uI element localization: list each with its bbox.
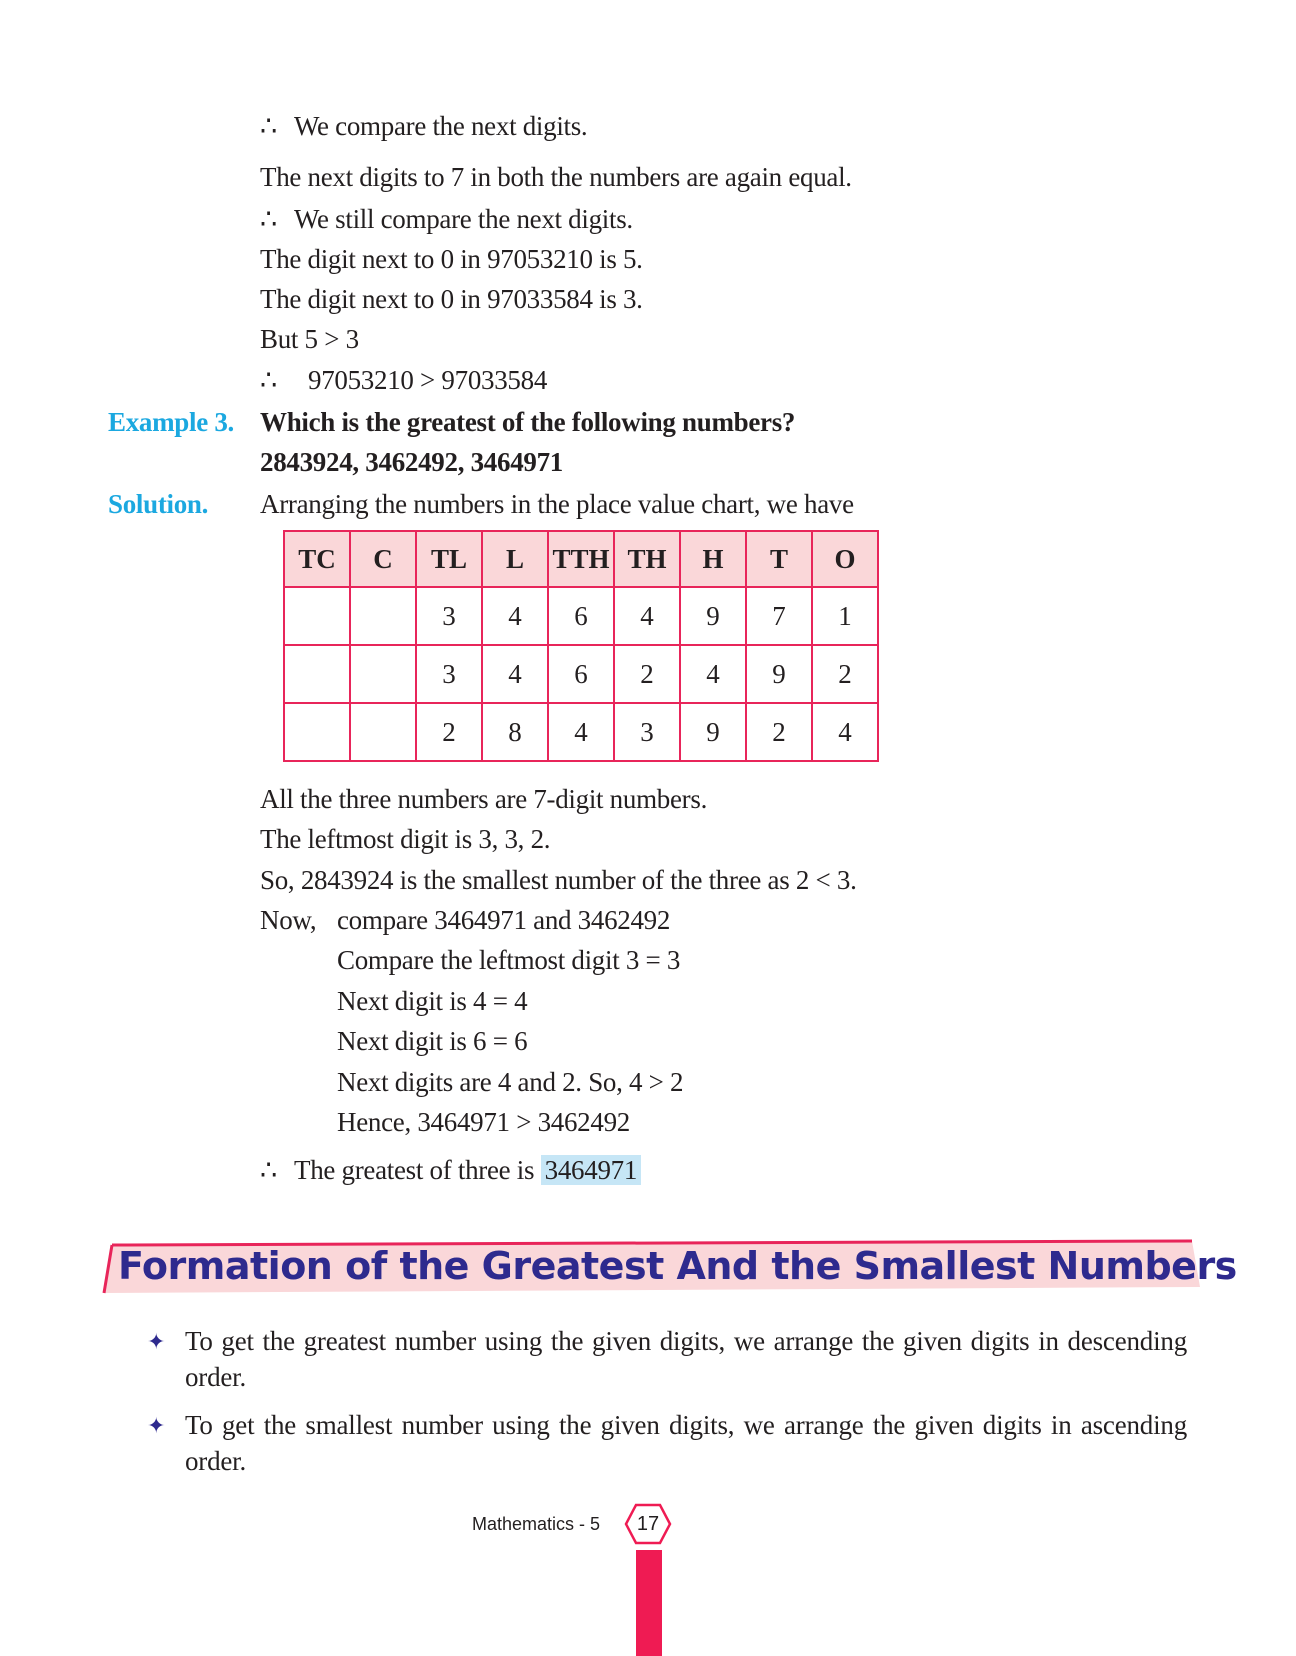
table-cell: 6 — [548, 645, 614, 703]
now-label: Now, — [260, 905, 317, 935]
table-row — [284, 645, 878, 703]
table-cell: 4 — [548, 703, 614, 761]
table-cell — [284, 587, 350, 645]
table-header-cell: TL — [416, 531, 482, 587]
step-line: The next digits to 7 in both the numbers are again equal. — [260, 162, 852, 192]
answer-highlight: 3464971 — [541, 1155, 641, 1185]
table-cell — [350, 587, 416, 645]
table-header-row — [284, 531, 878, 587]
compare-step: Hence, 3464971 > 3462492 — [337, 1107, 630, 1137]
table-cell: 9 — [680, 587, 746, 645]
table-cell — [284, 645, 350, 703]
table-cell — [350, 703, 416, 761]
table-cell: 2 — [416, 703, 482, 761]
example-label: Example 3. — [108, 407, 235, 437]
table-header-cell: T — [746, 531, 812, 587]
table-cell: 1 — [812, 587, 878, 645]
table-header-cell: C — [350, 531, 416, 587]
step-line: ∴ We compare the next digits. — [260, 111, 588, 141]
bullet-item: ✦ To get the greatest number using the given digits, we arrange the given digits in descending order. — [147, 1326, 1187, 1392]
table-row — [284, 703, 878, 761]
step-line: The digit next to 0 in 97053210 is 5. — [260, 244, 643, 274]
table-header-cell: TH — [614, 531, 680, 587]
table-cell: 4 — [482, 587, 548, 645]
table-cell: 4 — [680, 645, 746, 703]
table-cell: 2 — [812, 645, 878, 703]
solution-intro: Arranging the numbers in the place value chart, we have — [260, 489, 854, 519]
step-line: The digit next to 0 in 97033584 is 3. — [260, 284, 643, 314]
four-point-star-icon: ✦ — [147, 1330, 166, 1355]
example-question: Which is the greatest of the following numbers? — [260, 407, 796, 437]
table-header-cell: O — [812, 531, 878, 587]
compare-step: Compare the leftmost digit 3 = 3 — [337, 945, 681, 975]
table-cell: 9 — [746, 645, 812, 703]
place-value-table — [283, 530, 879, 762]
bullet-item: ✦ To get the smallest number using the given digits, we arrange the given digits in ascending order. — [147, 1410, 1187, 1476]
conclusion: ∴ The greatest of three is 3464971 — [260, 1154, 641, 1186]
table-header-cell: TC — [284, 531, 350, 587]
explanation-line: All the three numbers are 7-digit numbers. — [260, 784, 708, 814]
table-header-cell: TTH — [548, 531, 614, 587]
table-cell: 9 — [680, 703, 746, 761]
table-header-cell: H — [680, 531, 746, 587]
explanation-line: So, 2843924 is the smallest number of the three as 2 < 3. — [260, 865, 857, 895]
table-cell: 4 — [812, 703, 878, 761]
section-title: Formation of the Greatest And the Smallest Numbers — [118, 1244, 1237, 1288]
page-number: 17 — [636, 1513, 660, 1535]
step-line: ∴ We still compare the next digits. — [260, 204, 633, 234]
table-cell: 3 — [416, 587, 482, 645]
explanation-line: The leftmost digit is 3, 3, 2. — [260, 824, 551, 854]
table-cell: 3 — [416, 645, 482, 703]
example-numbers: 2843924, 3462492, 3464971 — [260, 447, 564, 477]
page-side-bar — [636, 1550, 662, 1656]
table-cell: 2 — [614, 645, 680, 703]
table-cell: 4 — [614, 587, 680, 645]
step-line: ∴ 97053210 > 97033584 — [260, 365, 548, 395]
table-cell: 7 — [746, 587, 812, 645]
step-line: But 5 > 3 — [260, 324, 359, 354]
table-cell: 2 — [746, 703, 812, 761]
four-point-star-icon: ✦ — [147, 1414, 166, 1439]
footer-book-title: Mathematics - 5 — [472, 1514, 601, 1534]
table-cell: 6 — [548, 587, 614, 645]
compare-step: Next digit is 4 = 4 — [337, 986, 528, 1016]
table-header-cell: L — [482, 531, 548, 587]
table-cell: 8 — [482, 703, 548, 761]
table-cell — [284, 703, 350, 761]
table-cell — [350, 645, 416, 703]
table-row — [284, 587, 878, 645]
compare-step: Next digits are 4 and 2. So, 4 > 2 — [337, 1067, 684, 1097]
table-cell: 3 — [614, 703, 680, 761]
compare-step: Next digit is 6 = 6 — [337, 1026, 528, 1056]
solution-label: Solution. — [108, 489, 209, 519]
now-text: compare 3464971 and 3462492 — [337, 905, 671, 935]
table-cell: 4 — [482, 645, 548, 703]
